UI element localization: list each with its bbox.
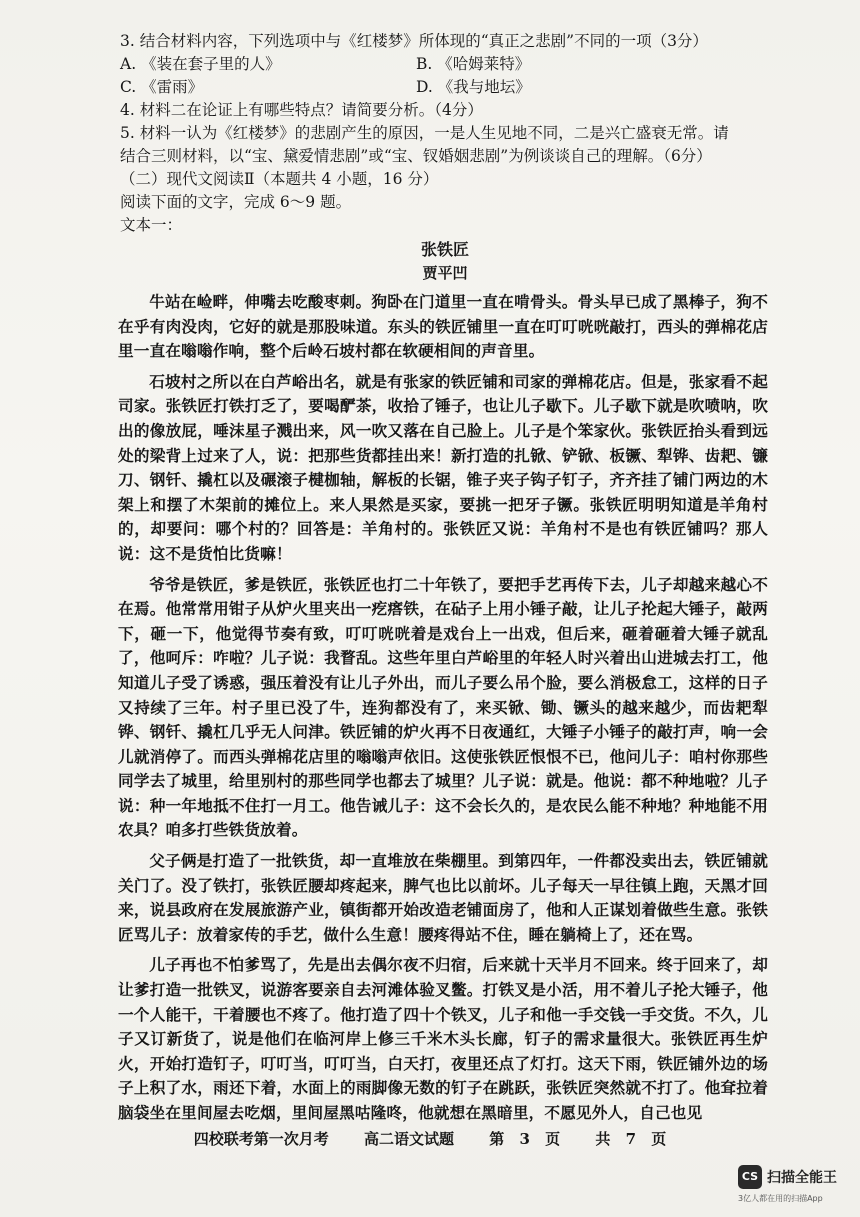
footer-page: 第 3 页 — [489, 1130, 561, 1148]
option-a-text: 《装在套子里的人》 — [141, 55, 281, 73]
option-c — [120, 76, 416, 99]
paragraph: 爷爷是铁匠，爹是铁匠，张铁匠也打二十年铁了，要把手艺再传下去，儿子却越来越心不在焉。他常常用钳子从炉火里夹出一疙瘩铁，在砧子上用小锤子敲，让儿子抡起大锤子，敲两下，砸一下，他觉得节奏有致，叮叮咣咣着是戏台上一出戏，但后来，砸着砸着大锤子就乱了，他呵斥：咋啦？儿子说：我瞀乱。这些年里白芦峪里的年轻人时兴着出山进城去打工，他知道儿子受了诱惑，强压着没有让儿子外出，而儿子要么吊个脸，要么消极怠工，这样的日子又持续了三年。村子里已没了牛，连狗都没有了，来买锨、锄、镢头的越来越少，而齿耙犁铧、钢钎、撬杠几乎无人问津。铁匠铺的炉火再不日夜通红，大锤子小锤子的敲打声，响一会儿就消停了。而西头弹棉花店里的嗡嗡声依旧。这使张铁匠恨恨不已，他问儿子：咱村你那些同学去了城里，给里别村的那些同学也都去了城里？儿子说：就是。他说：都不种地啦？儿子说：种一年地抵不住打一月工。他告诫儿子：这不会长久的，是农民么能不种地？种地能不用农具？咱多打些铁货放着。 — [118, 574, 768, 840]
watermark-tagline: 3亿人都在用的扫描App — [738, 1194, 823, 1203]
scanner-watermark — [738, 1165, 850, 1209]
option-c-label: C. — [120, 78, 137, 96]
paragraph: 牛站在崄畔，伸嘴去吃酸枣刺。狗卧在门道里一直在啃骨头。骨头早已成了黑棒子，狗不在乎有肉没肉，它好的就是那股味道。东头的铁匠铺里一直在叮叮咣咣敲打，西头的弹棉花店里一直在嗡嗡作响，整个后岭石坡村都在软硬相间的声音里。 — [118, 292, 768, 361]
text-label: 文本一： — [120, 216, 183, 234]
section-heading: （二）现代文阅读Ⅱ（本题共 4 小题，16 分） — [120, 170, 439, 188]
footer-exam: 四校联考第一次月考 — [193, 1130, 329, 1148]
option-b-text: 《哈姆莱特》 — [437, 55, 531, 73]
option-a — [120, 53, 416, 76]
option-d-text: 《我与地坛》 — [437, 78, 531, 96]
option-c-text: 《雷雨》 — [141, 78, 204, 96]
footer-total: 共 7 页 — [595, 1130, 667, 1148]
camscanner-logo-icon: CS — [738, 1165, 762, 1189]
question-4: 4. 材料二在论证上有哪些特点？请简要分析。（4分） — [120, 101, 483, 119]
question-3-stem: 3. 结合材料内容，下列选项中与《红楼梦》所体现的“真正之悲剧”不同的一项（3分） — [120, 32, 708, 50]
question-5-line-2: 结合三则材料，以“宝、黛爱情悲剧”或“宝、钗婚姻悲剧”为例谈谈自己的理解。（6分） — [120, 147, 712, 165]
paragraph: 父子俩是打造了一批铁货，却一直堆放在柴棚里。到第四年，一件都没卖出去，铁匠铺就关门了。没了铁打，张铁匠腰却疼起来，脾气也比以前坏。儿子每天一早往镇上跑，天黑才回来，说县政府在发展旅游产业，镇街都开始改造老铺面房了，他和人正谋划着做些生意。张铁匠骂儿子：放着家传的手艺，做什么生意！腰疼得站不住，睡在躺椅上了，还在骂。 — [118, 851, 768, 944]
option-b — [416, 53, 716, 76]
question-3-options — [120, 53, 780, 99]
option-b-label: B. — [416, 55, 433, 73]
paragraph: 石坡村之所以在白芦峪出名，就是有张家的铁匠铺和司家的弹棉花店。但是，张家看不起司家。张铁匠打铁打乏了，要喝酽茶，收拾了锤子，也让儿子歇下。儿子歇下就是吹喷呐，吹出的像放屁，唾沫星子溅出来，风一吹又落在自己脸上。儿子是个笨家伙。张铁匠抬头看到远处的梁背上过来了人，说：把那些货都挂出来！新打造的扎锨、铲锨、板镢、犁铧、齿耙、镰刀、钢钎、撬杠以及碾滚子楗枷轴，解板的长锯，锥子夹子钩子钉子，齐齐挂了铺门两边的木架上和摆了木架前的摊位上。来人果然是买家，要挑一把牙子镢。张铁匠明明知道是羊角村的，却要问：哪个村的？回答是：羊角村的。张铁匠又说：羊角村不是也有铁匠铺吗？那人说：这不是货怕比货嘛！ — [118, 371, 768, 563]
article-author: 贾平凹 — [422, 264, 468, 282]
reading-instruction: 阅读下面的文字，完成 6～9 题。 — [120, 193, 352, 211]
paragraph: 儿子再也不怕爹骂了，先是出去偶尔夜不归宿，后来就十天半月不回来。终于回来了，却让爹打造一批铁叉，说游客要亲自去河滩体验叉鳖。打铁叉是小活，用不着儿子抡大锤子，他一个人能干，干着腰也不疼了。他打造了四十个铁叉，儿子和他一手交钱一手交货。不久，儿子又订新货了，说是他们在临河岸上修三千米木头长廊，钉子的需求量很大。张铁匠再生炉火，开始打造钉子，叮叮当，叮叮当，白天打，夜里还点了灯打。这天下雨，铁匠铺外边的场子上积了水，雨还下着，水面上的雨脚像无数的钉子在跳跃，张铁匠突然就不打了。他耷拉着脑袋坐在里间屋去吃烟，里间屋黑咕隆咚，他就想在黑暗里，不愿见外人，自己也见 — [118, 955, 768, 1122]
page-footer — [0, 1128, 860, 1149]
question-block — [120, 30, 780, 237]
option-d-label: D. — [416, 78, 433, 96]
option-a-label: A. — [120, 55, 137, 73]
question-5-line-1: 5. 材料一认为《红楼梦》的悲剧产生的原因，一是人生见地不同，二是兴亡盛衰无常。请 — [120, 124, 729, 142]
article-title: 张铁匠 — [420, 240, 469, 259]
option-d — [416, 76, 716, 99]
article-heading — [120, 238, 770, 284]
watermark-app-name: 扫描全能王 — [767, 1170, 837, 1186]
article-body — [118, 290, 768, 1126]
footer-subject: 高二语文试题 — [363, 1130, 454, 1148]
